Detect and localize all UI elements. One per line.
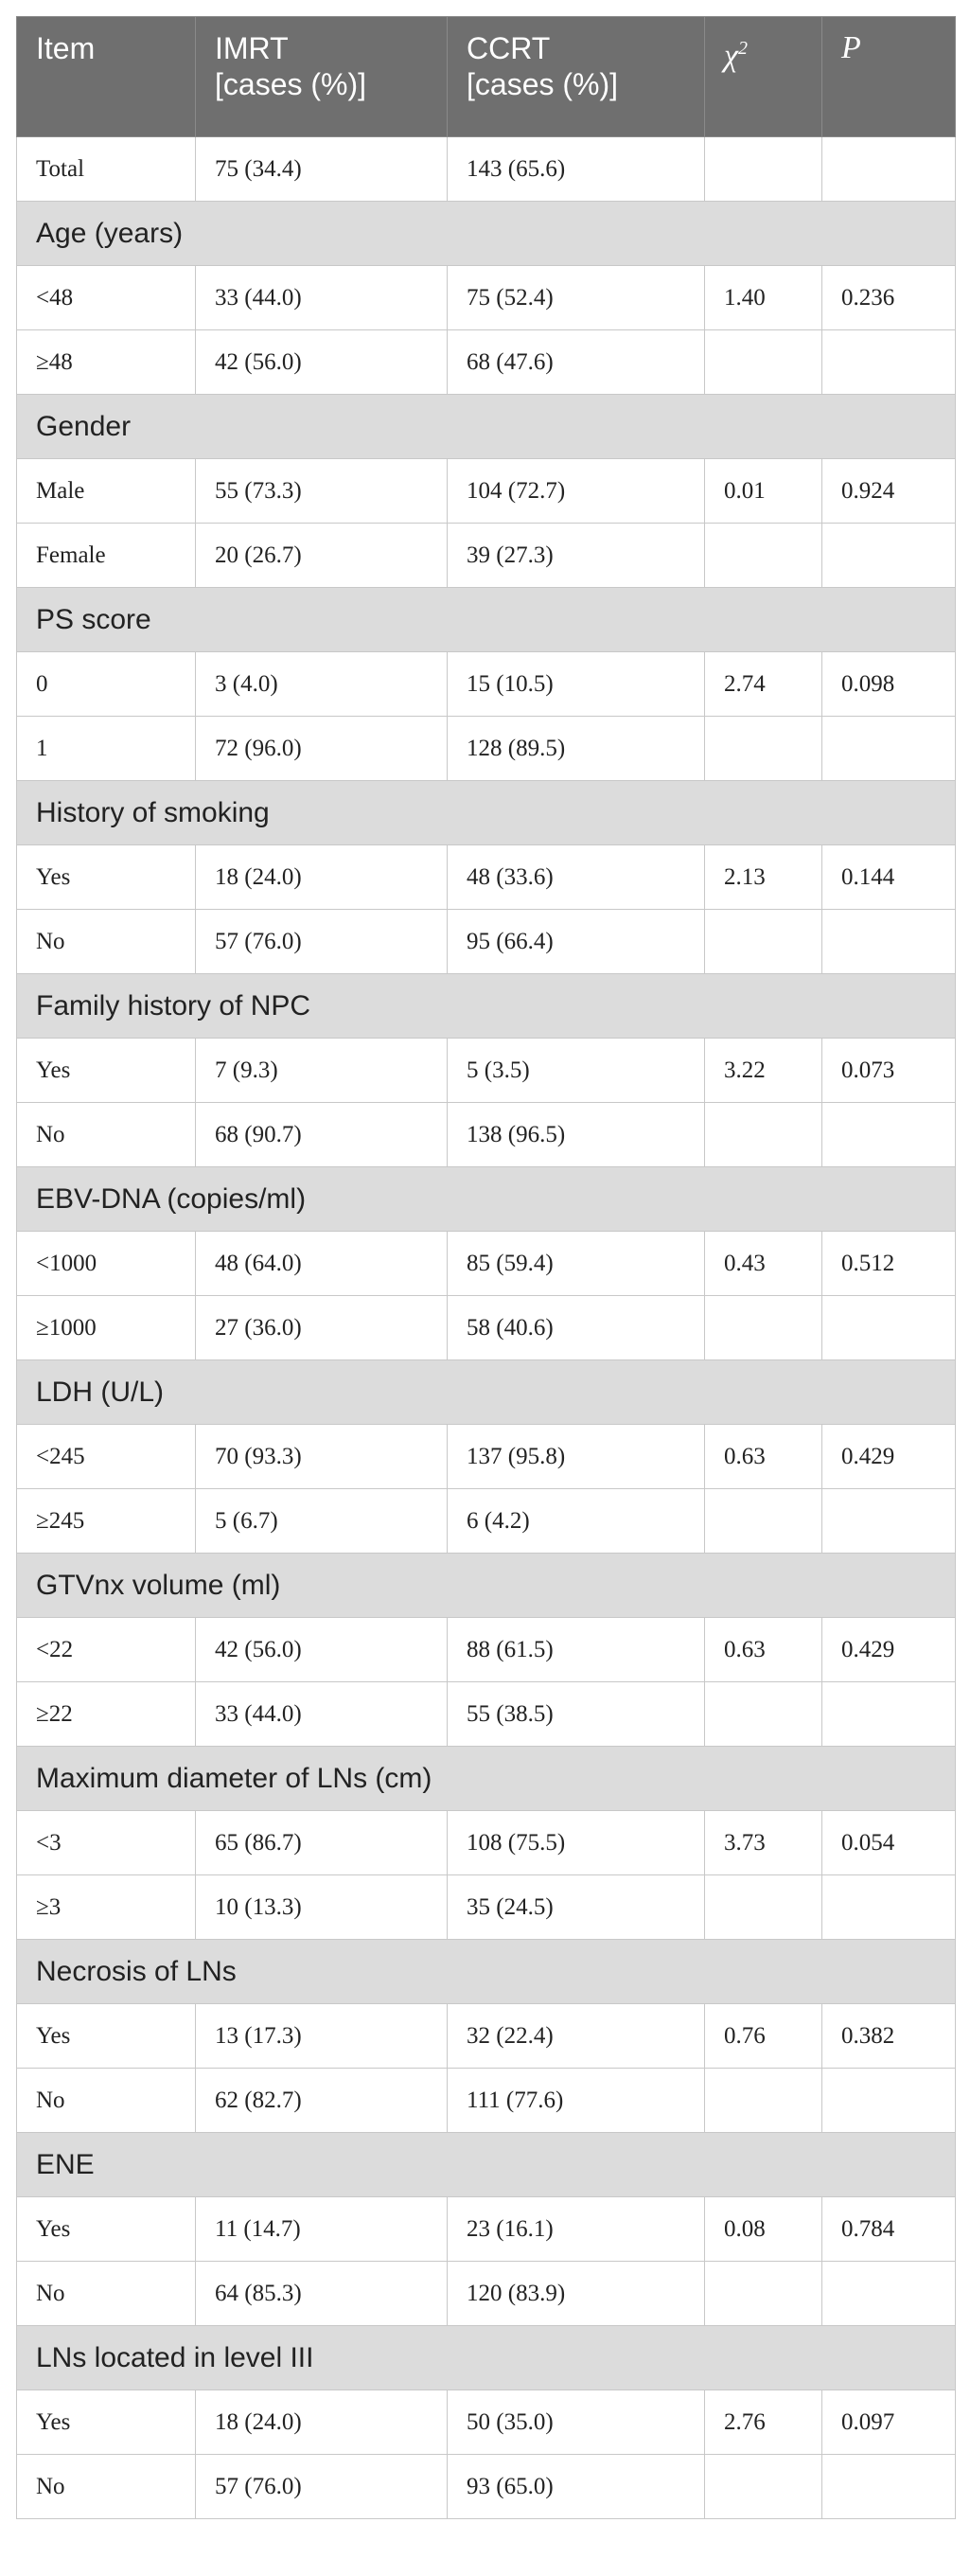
table-row <box>17 717 956 781</box>
imrt-cell: 68 (90.7) <box>196 1103 448 1167</box>
chi-square-cell <box>705 2262 822 2326</box>
p-value-cell: 0.924 <box>822 459 956 524</box>
chi-square-cell <box>705 2069 822 2133</box>
imrt-cell: 62 (82.7) <box>196 2069 448 2133</box>
p-value-cell <box>822 2262 956 2326</box>
ccrt-cell: 120 (83.9) <box>448 2262 705 2326</box>
p-value-cell <box>822 1489 956 1554</box>
imrt-cell: 5 (6.7) <box>196 1489 448 1554</box>
ccrt-cell: 35 (24.5) <box>448 1875 705 1940</box>
table-row <box>17 1618 956 1682</box>
header-ccrt-line1: CCRT <box>467 31 551 65</box>
table-row <box>17 2197 956 2262</box>
ccrt-cell: 143 (65.6) <box>448 137 705 202</box>
item-cell: ≥22 <box>17 1682 196 1747</box>
chi-square-cell: 3.22 <box>705 1039 822 1103</box>
ccrt-cell: 50 (35.0) <box>448 2390 705 2455</box>
item-cell: ≥245 <box>17 1489 196 1554</box>
item-cell: 0 <box>17 652 196 717</box>
section-label: Maximum diameter of LNs (cm) <box>17 1747 956 1811</box>
p-value-cell: 0.784 <box>822 2197 956 2262</box>
chi-square-cell <box>705 524 822 588</box>
ccrt-cell: 95 (66.4) <box>448 910 705 974</box>
table-row <box>17 2455 956 2519</box>
table-row <box>17 1875 956 1940</box>
p-value-cell: 0.429 <box>822 1618 956 1682</box>
section-row <box>17 395 956 459</box>
item-cell: 1 <box>17 717 196 781</box>
table-container <box>16 16 955 2519</box>
chi-square-cell: 0.76 <box>705 2004 822 2069</box>
chi-square-cell <box>705 1875 822 1940</box>
header-imrt <box>196 17 448 137</box>
header-chi-superscript: 2 <box>737 38 748 59</box>
imrt-cell: 57 (76.0) <box>196 2455 448 2519</box>
ccrt-cell: 137 (95.8) <box>448 1425 705 1489</box>
p-value-cell <box>822 717 956 781</box>
ccrt-cell: 108 (75.5) <box>448 1811 705 1875</box>
table-row <box>17 2262 956 2326</box>
imrt-cell: 33 (44.0) <box>196 1682 448 1747</box>
imrt-cell: 72 (96.0) <box>196 717 448 781</box>
imrt-cell: 13 (17.3) <box>196 2004 448 2069</box>
chi-square-cell <box>705 1103 822 1167</box>
section-row <box>17 2133 956 2197</box>
table-row <box>17 2069 956 2133</box>
table-row <box>17 1232 956 1296</box>
imrt-cell: 42 (56.0) <box>196 330 448 395</box>
ccrt-cell: 39 (27.3) <box>448 524 705 588</box>
ccrt-cell: 48 (33.6) <box>448 845 705 910</box>
section-row <box>17 1747 956 1811</box>
chi-square-cell <box>705 2455 822 2519</box>
p-value-cell <box>822 1682 956 1747</box>
ccrt-cell: 15 (10.5) <box>448 652 705 717</box>
section-row <box>17 1360 956 1425</box>
imrt-cell: 65 (86.7) <box>196 1811 448 1875</box>
table-row <box>17 1039 956 1103</box>
item-cell: Yes <box>17 2390 196 2455</box>
section-label: History of smoking <box>17 781 956 845</box>
p-value-cell: 0.144 <box>822 845 956 910</box>
p-value-cell: 0.382 <box>822 2004 956 2069</box>
ccrt-cell: 68 (47.6) <box>448 330 705 395</box>
header-ccrt-line2: [cases (%)] <box>467 67 619 101</box>
chi-square-cell <box>705 330 822 395</box>
ccrt-cell: 6 (4.2) <box>448 1489 705 1554</box>
table-row <box>17 1489 956 1554</box>
table-body <box>17 137 956 2519</box>
item-cell: Female <box>17 524 196 588</box>
ccrt-cell: 93 (65.0) <box>448 2455 705 2519</box>
header-ccrt <box>448 17 705 137</box>
ccrt-cell: 111 (77.6) <box>448 2069 705 2133</box>
table-row <box>17 1811 956 1875</box>
item-cell: <22 <box>17 1618 196 1682</box>
ccrt-cell: 58 (40.6) <box>448 1296 705 1360</box>
chi-square-cell: 0.08 <box>705 2197 822 2262</box>
imrt-cell: 20 (26.7) <box>196 524 448 588</box>
p-value-cell <box>822 330 956 395</box>
p-value-cell <box>822 910 956 974</box>
p-value-cell <box>822 1296 956 1360</box>
item-cell: Yes <box>17 2197 196 2262</box>
chi-square-cell: 1.40 <box>705 266 822 330</box>
ccrt-cell: 104 (72.7) <box>448 459 705 524</box>
item-cell: <48 <box>17 266 196 330</box>
chi-square-cell <box>705 137 822 202</box>
chi-square-cell: 0.43 <box>705 1232 822 1296</box>
comparison-table <box>16 16 956 2519</box>
imrt-cell: 27 (36.0) <box>196 1296 448 1360</box>
table-row <box>17 910 956 974</box>
section-label: PS score <box>17 588 956 652</box>
chi-square-cell <box>705 1489 822 1554</box>
section-label: LNs located in level III <box>17 2326 956 2390</box>
imrt-cell: 18 (24.0) <box>196 2390 448 2455</box>
section-row <box>17 1554 956 1618</box>
ccrt-cell: 32 (22.4) <box>448 2004 705 2069</box>
item-cell: Yes <box>17 1039 196 1103</box>
table-row <box>17 524 956 588</box>
item-cell: <1000 <box>17 1232 196 1296</box>
item-cell: No <box>17 910 196 974</box>
header-imrt-line2: [cases (%)] <box>215 67 367 101</box>
item-cell: <245 <box>17 1425 196 1489</box>
ccrt-cell: 55 (38.5) <box>448 1682 705 1747</box>
chi-square-cell: 2.13 <box>705 845 822 910</box>
table-row <box>17 1682 956 1747</box>
chi-square-cell: 0.63 <box>705 1425 822 1489</box>
imrt-cell: 57 (76.0) <box>196 910 448 974</box>
ccrt-cell: 85 (59.4) <box>448 1232 705 1296</box>
table-row <box>17 2004 956 2069</box>
table-row <box>17 1425 956 1489</box>
imrt-cell: 55 (73.3) <box>196 459 448 524</box>
imrt-cell: 75 (34.4) <box>196 137 448 202</box>
table-row <box>17 2390 956 2455</box>
item-cell: No <box>17 1103 196 1167</box>
chi-square-cell: 3.73 <box>705 1811 822 1875</box>
item-cell: ≥48 <box>17 330 196 395</box>
table-row <box>17 1103 956 1167</box>
p-value-cell: 0.429 <box>822 1425 956 1489</box>
section-label: LDH (U/L) <box>17 1360 956 1425</box>
header-imrt-line1: IMRT <box>215 31 289 65</box>
chi-square-cell: 0.01 <box>705 459 822 524</box>
item-cell: No <box>17 2069 196 2133</box>
p-value-cell <box>822 2069 956 2133</box>
ccrt-cell: 88 (61.5) <box>448 1618 705 1682</box>
section-label: EBV-DNA (copies/ml) <box>17 1167 956 1232</box>
chi-square-cell <box>705 910 822 974</box>
ccrt-cell: 75 (52.4) <box>448 266 705 330</box>
item-cell: Male <box>17 459 196 524</box>
section-label: Gender <box>17 395 956 459</box>
imrt-cell: 3 (4.0) <box>196 652 448 717</box>
item-cell: Yes <box>17 2004 196 2069</box>
chi-square-cell <box>705 1296 822 1360</box>
item-cell: ≥1000 <box>17 1296 196 1360</box>
p-value-cell: 0.236 <box>822 266 956 330</box>
section-row <box>17 2326 956 2390</box>
table-row <box>17 330 956 395</box>
p-value-cell: 0.097 <box>822 2390 956 2455</box>
ccrt-cell: 128 (89.5) <box>448 717 705 781</box>
p-value-cell <box>822 2455 956 2519</box>
imrt-cell: 48 (64.0) <box>196 1232 448 1296</box>
imrt-cell: 70 (93.3) <box>196 1425 448 1489</box>
imrt-cell: 18 (24.0) <box>196 845 448 910</box>
section-row <box>17 588 956 652</box>
imrt-cell: 11 (14.7) <box>196 2197 448 2262</box>
chi-square-cell <box>705 717 822 781</box>
section-label: ENE <box>17 2133 956 2197</box>
item-cell: <3 <box>17 1811 196 1875</box>
p-value-cell <box>822 1103 956 1167</box>
header-row <box>17 17 956 137</box>
chi-square-cell: 2.76 <box>705 2390 822 2455</box>
section-row <box>17 1940 956 2004</box>
ccrt-cell: 23 (16.1) <box>448 2197 705 2262</box>
p-value-cell: 0.054 <box>822 1811 956 1875</box>
imrt-cell: 42 (56.0) <box>196 1618 448 1682</box>
imrt-cell: 7 (9.3) <box>196 1039 448 1103</box>
section-row <box>17 202 956 266</box>
ccrt-cell: 138 (96.5) <box>448 1103 705 1167</box>
section-row <box>17 781 956 845</box>
header-item: Item <box>17 17 196 137</box>
imrt-cell: 64 (85.3) <box>196 2262 448 2326</box>
chi-square-cell: 2.74 <box>705 652 822 717</box>
header-p-value: P <box>822 17 956 137</box>
p-value-cell <box>822 1875 956 1940</box>
p-value-cell <box>822 524 956 588</box>
p-value-cell <box>822 137 956 202</box>
section-label: Age (years) <box>17 202 956 266</box>
item-cell: Yes <box>17 845 196 910</box>
p-value-cell: 0.512 <box>822 1232 956 1296</box>
table-row <box>17 266 956 330</box>
item-cell: Total <box>17 137 196 202</box>
item-cell: No <box>17 2262 196 2326</box>
table-row <box>17 137 956 202</box>
section-label: GTVnx volume (ml) <box>17 1554 956 1618</box>
section-label: Necrosis of LNs <box>17 1940 956 2004</box>
section-row <box>17 974 956 1039</box>
imrt-cell: 33 (44.0) <box>196 266 448 330</box>
table-row <box>17 845 956 910</box>
item-cell: ≥3 <box>17 1875 196 1940</box>
table-row <box>17 1296 956 1360</box>
imrt-cell: 10 (13.3) <box>196 1875 448 1940</box>
ccrt-cell: 5 (3.5) <box>448 1039 705 1103</box>
header-chi-square: $\chi^2$ <box>705 17 822 137</box>
chi-square-cell: 0.63 <box>705 1618 822 1682</box>
table-row <box>17 459 956 524</box>
p-value-cell: 0.098 <box>822 652 956 717</box>
table-row <box>17 652 956 717</box>
section-label: Family history of NPC <box>17 974 956 1039</box>
section-row <box>17 1167 956 1232</box>
chi-square-cell <box>705 1682 822 1747</box>
item-cell: No <box>17 2455 196 2519</box>
p-value-cell: 0.073 <box>822 1039 956 1103</box>
